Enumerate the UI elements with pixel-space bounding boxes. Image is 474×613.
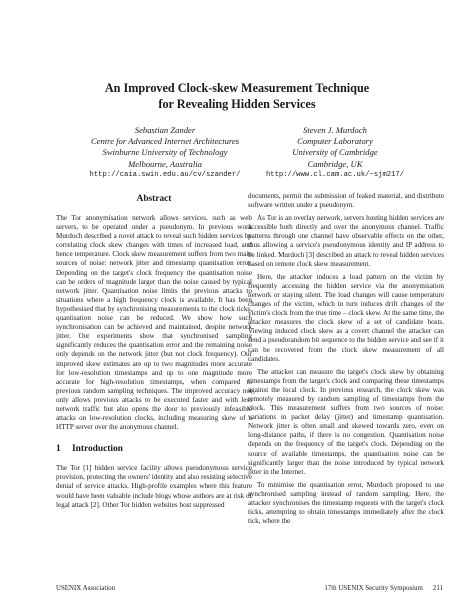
author-affiliation: Swinburne University of Technology (102, 147, 228, 158)
paper-title (0, 80, 474, 112)
author-name: Steven J. Murdoch (303, 125, 367, 135)
left-column (56, 192, 252, 510)
author-location: Melbourne, Australia (128, 158, 202, 169)
author-url: http://www.cl.cam.ac.uk/~sjm217/ (265, 170, 405, 179)
footer-conference: 17th USENIX Security Symposium (324, 585, 423, 592)
body-paragraph: To minimise the quantisation error, Murdoch proposed to use synchronised sampling instead of random sampling. Here, the attacker synchronises the timestamp requests with the target's clock ticks, attempting to obtain timestamps immediately after the clock tick, where the (248, 480, 444, 526)
section-heading (56, 444, 252, 455)
author-url: http://caia.swin.edu.au/cv/szander/ (89, 170, 241, 179)
author-affiliation: Computer Laboratory (297, 136, 373, 147)
page-number: 211 (432, 585, 443, 592)
intro-paragraph: The Tor [1] hidden service facility allows pseudonymous service provision, protecting the owners' identity and also resisting selective denial of service attacks. High-profile examples where this feature would have been valuable include blogs whose authors are at risk of legal attack [2]. Other Tor hidden websites host suppressed (56, 464, 252, 509)
abstract-heading: Abstract (136, 194, 172, 204)
body-paragraph: The attacker can measure the target's clock skew by obtaining timestamps from the target's clock and comparing these timestamps against the local clock. In previous research, the clock skew was remotely measured by random sampling of timestamps from the clock. This measurement suffers from two sources of noise: variations in packet delay (jitter) and timestamp quantisation. Network jitter is often small and skewed towards zero, even on long-distance paths, if there is no congestion. Quantisation noise depends on the frequency of the target's clock. Depending on the source of available timestamps, the quantisation noise can be significantly larger than the noise introduced by typical network jitter in the Internet. (248, 367, 444, 476)
section-number: 1 (56, 444, 61, 455)
footer-right (283, 584, 443, 593)
author-affiliation: University of Cambridge (292, 147, 378, 158)
author-location: Cambridge, UK (307, 158, 363, 169)
right-column (248, 192, 444, 526)
section-title: Introduction (72, 444, 123, 455)
body-paragraph: As Tor is an overlay network, servers hosting hidden services are accessible both directly and over the anonymous channel. Traffic patterns through one channel have observable effects on the other, thus allowing a service's pseudonymous identity and IP address to be linked. Murdoch [3] described an attack to reveal hidden services based on remote clock skew measurement. (248, 214, 444, 268)
footer-venue-left: USENIX Association (56, 585, 116, 592)
author-affiliation: Centre for Advanced Internet Architectures (90, 136, 240, 147)
abstract-text: The Tor anonymisation network allows services, such as web servers, to be operated under a pseudonym. In previous work Murdoch described a novel attack to reveal such hidden services by correlating clock skew changes with times of increased load, and hence temperature. Clock skew measurement suffers from two main sources of noise: network jitter and timestamp quantisation error. Depending on the target's clock frequency the quantisation noise can be orders of magnitude larger than the noise caused by typical network jitter. Quantisation noise limits the previous attacks to situations where a high frequency clock is available. It has been hypothesised that by synchronising measurements to the clock ticks, quantisation noise can be reduced. We show how such synchronisation can be achieved and maintained, despite network jitter. Our experiments show that synchronised sampling significantly reduces the quantisation error and the remaining noise only depends on the network jitter (but not clock frequency). Our improved skew estimates are up to two magnitudes more accurate for low-resolution timestamps and up to one magnitude more accurate for high-resolution timestamps, when compared to previous random sampling techniques. The improved accuracy not only allows previous attacks to be executed faster and with less network traffic but also opens the door to previously infeasible attacks on low-resolution clocks, including measuring skew of a HTTP server over the anonymous channel. (56, 214, 252, 432)
title-line-1: An Improved Clock-skew Measurement Technique (104, 81, 370, 95)
paragraph-continuation: documents, permit the submission of leaked material, and distribute software written under a pseudonym. (248, 192, 444, 210)
title-line-2: for Revealing Hidden Services (158, 97, 316, 111)
author-name: Sebastian Zander (134, 125, 196, 135)
author-block-1 (60, 125, 270, 181)
author-block-2 (240, 125, 430, 181)
body-paragraph: Here, the attacker induces a load pattern on the victim by frequently accessing the hidden service via the anonymisation network or staying silent. The load changes will cause temperature changes of the victim, which in turn induces drift changes of the victim's clock from the true time – clock skew. At the same time, the attacker measures the clock skew of a set of candidate hosts. Viewing induced clock skew as a covert channel the attacker can send a pseudorandom bit sequence to the hidden service and see if it can be recovered from the clock skew measurement of all candidates. (248, 272, 444, 363)
